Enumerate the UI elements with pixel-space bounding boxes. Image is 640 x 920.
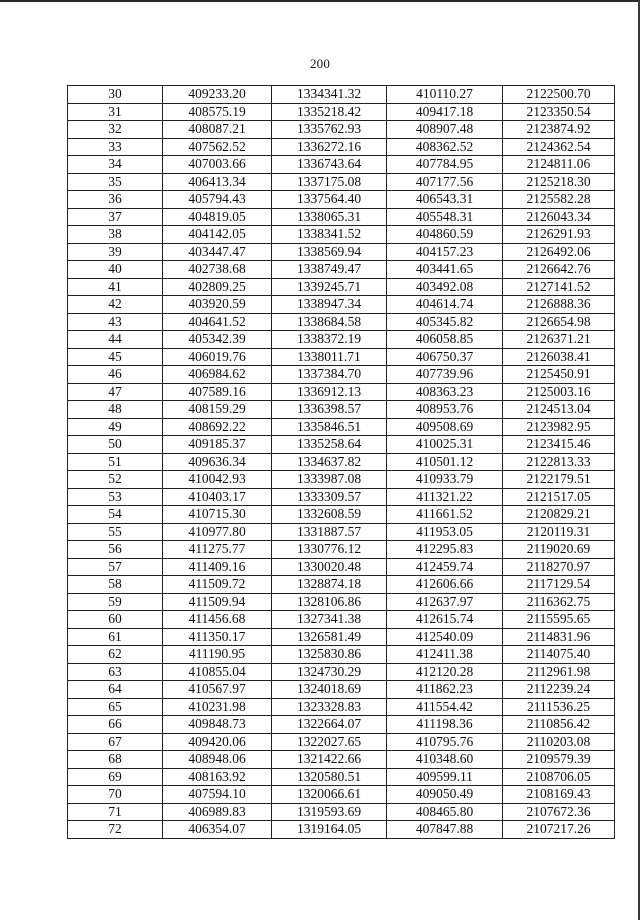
x2-coordinate-cell: 405548.31: [387, 208, 503, 226]
x1-coordinate-cell: 406354.07: [163, 821, 272, 839]
point-number-cell: 48: [68, 401, 163, 419]
x1-coordinate-cell: 409848.73: [163, 716, 272, 734]
y2-coordinate-cell: 2107672.36: [503, 803, 615, 821]
y1-coordinate-cell: 1338372.19: [272, 331, 387, 349]
y2-coordinate-cell: 2123350.54: [503, 103, 615, 121]
x2-coordinate-cell: 412637.97: [387, 593, 503, 611]
point-number-cell: 69: [68, 768, 163, 786]
x2-coordinate-cell: 410795.76: [387, 733, 503, 751]
y2-coordinate-cell: 2126654.98: [503, 313, 615, 331]
table-row: [68, 383, 615, 401]
y1-coordinate-cell: 1320580.51: [272, 768, 387, 786]
table-row: [68, 156, 615, 174]
x2-coordinate-cell: 409417.18: [387, 103, 503, 121]
y1-coordinate-cell: 1327341.38: [272, 611, 387, 629]
x1-coordinate-cell: 411350.17: [163, 628, 272, 646]
y2-coordinate-cell: 2114075.40: [503, 646, 615, 664]
x1-coordinate-cell: 403920.59: [163, 296, 272, 314]
y1-coordinate-cell: 1324730.29: [272, 663, 387, 681]
x1-coordinate-cell: 411275.77: [163, 541, 272, 559]
point-number-cell: 46: [68, 366, 163, 384]
x2-coordinate-cell: 405345.82: [387, 313, 503, 331]
y1-coordinate-cell: 1335762.93: [272, 121, 387, 139]
table-row: [68, 506, 615, 524]
table-row: [68, 628, 615, 646]
y2-coordinate-cell: 2122500.70: [503, 86, 615, 104]
page-number: 200: [309, 56, 331, 71]
table-row: [68, 803, 615, 821]
table-row: [68, 138, 615, 156]
y2-coordinate-cell: 2119020.69: [503, 541, 615, 559]
table-row: [68, 436, 615, 454]
x1-coordinate-cell: 407003.66: [163, 156, 272, 174]
y2-coordinate-cell: 2120119.31: [503, 523, 615, 541]
x1-coordinate-cell: 408159.29: [163, 401, 272, 419]
x1-coordinate-cell: 409420.06: [163, 733, 272, 751]
y2-coordinate-cell: 2120829.21: [503, 506, 615, 524]
y1-coordinate-cell: 1338341.52: [272, 226, 387, 244]
x1-coordinate-cell: 407589.16: [163, 383, 272, 401]
point-number-cell: 60: [68, 611, 163, 629]
y2-coordinate-cell: 2126038.41: [503, 348, 615, 366]
y1-coordinate-cell: 1338011.71: [272, 348, 387, 366]
y1-coordinate-cell: 1338684.58: [272, 313, 387, 331]
point-number-cell: 53: [68, 488, 163, 506]
y2-coordinate-cell: 2126888.36: [503, 296, 615, 314]
x2-coordinate-cell: 411862.23: [387, 681, 503, 699]
point-number-cell: 71: [68, 803, 163, 821]
table-row: [68, 471, 615, 489]
y2-coordinate-cell: 2114831.96: [503, 628, 615, 646]
y1-coordinate-cell: 1337175.08: [272, 173, 387, 191]
x2-coordinate-cell: 403492.08: [387, 278, 503, 296]
x1-coordinate-cell: 405342.39: [163, 331, 272, 349]
x2-coordinate-cell: 409599.11: [387, 768, 503, 786]
x1-coordinate-cell: 410715.30: [163, 506, 272, 524]
point-number-cell: 54: [68, 506, 163, 524]
x2-coordinate-cell: 408362.52: [387, 138, 503, 156]
y1-coordinate-cell: 1338947.34: [272, 296, 387, 314]
y2-coordinate-cell: 2123874.92: [503, 121, 615, 139]
y1-coordinate-cell: 1319593.69: [272, 803, 387, 821]
x1-coordinate-cell: 411509.72: [163, 576, 272, 594]
x2-coordinate-cell: 412295.83: [387, 541, 503, 559]
table-row: [68, 348, 615, 366]
y1-coordinate-cell: 1336398.57: [272, 401, 387, 419]
point-number-cell: 49: [68, 418, 163, 436]
x1-coordinate-cell: 408087.21: [163, 121, 272, 139]
x2-coordinate-cell: 410348.60: [387, 751, 503, 769]
point-number-cell: 52: [68, 471, 163, 489]
table-row: [68, 663, 615, 681]
y1-coordinate-cell: 1337564.40: [272, 191, 387, 209]
point-number-cell: 40: [68, 261, 163, 279]
x1-coordinate-cell: 410855.04: [163, 663, 272, 681]
y1-coordinate-cell: 1336912.13: [272, 383, 387, 401]
y2-coordinate-cell: 2124362.54: [503, 138, 615, 156]
y2-coordinate-cell: 2108706.05: [503, 768, 615, 786]
table-row: [68, 698, 615, 716]
table-row: [68, 611, 615, 629]
x2-coordinate-cell: 409508.69: [387, 418, 503, 436]
x1-coordinate-cell: 406019.76: [163, 348, 272, 366]
table-row: [68, 243, 615, 261]
y2-coordinate-cell: 2116362.75: [503, 593, 615, 611]
x1-coordinate-cell: 407562.52: [163, 138, 272, 156]
y1-coordinate-cell: 1335218.42: [272, 103, 387, 121]
table-row: [68, 313, 615, 331]
x1-coordinate-cell: 402809.25: [163, 278, 272, 296]
y1-coordinate-cell: 1322027.65: [272, 733, 387, 751]
y2-coordinate-cell: 2125003.16: [503, 383, 615, 401]
coordinates-table-container: [67, 85, 614, 839]
x2-coordinate-cell: 404860.59: [387, 226, 503, 244]
table-row: [68, 768, 615, 786]
table-row: [68, 733, 615, 751]
x2-coordinate-cell: 410501.12: [387, 453, 503, 471]
x1-coordinate-cell: 408948.06: [163, 751, 272, 769]
x2-coordinate-cell: 408363.23: [387, 383, 503, 401]
table-row: [68, 86, 615, 104]
y1-coordinate-cell: 1330020.48: [272, 558, 387, 576]
point-number-cell: 62: [68, 646, 163, 664]
x1-coordinate-cell: 410403.17: [163, 488, 272, 506]
y1-coordinate-cell: 1320066.61: [272, 786, 387, 804]
y2-coordinate-cell: 2108169.43: [503, 786, 615, 804]
table-row: [68, 191, 615, 209]
table-row: [68, 418, 615, 436]
point-number-cell: 44: [68, 331, 163, 349]
y1-coordinate-cell: 1322664.07: [272, 716, 387, 734]
x2-coordinate-cell: 408465.80: [387, 803, 503, 821]
point-number-cell: 66: [68, 716, 163, 734]
x1-coordinate-cell: 411509.94: [163, 593, 272, 611]
y1-coordinate-cell: 1326581.49: [272, 628, 387, 646]
y2-coordinate-cell: 2125582.28: [503, 191, 615, 209]
point-number-cell: 37: [68, 208, 163, 226]
y2-coordinate-cell: 2121517.05: [503, 488, 615, 506]
y1-coordinate-cell: 1335258.64: [272, 436, 387, 454]
table-row: [68, 366, 615, 384]
table-row: [68, 261, 615, 279]
y1-coordinate-cell: 1333309.57: [272, 488, 387, 506]
y1-coordinate-cell: 1332608.59: [272, 506, 387, 524]
x2-coordinate-cell: 410933.79: [387, 471, 503, 489]
x1-coordinate-cell: 409233.20: [163, 86, 272, 104]
point-number-cell: 57: [68, 558, 163, 576]
point-number-cell: 34: [68, 156, 163, 174]
x2-coordinate-cell: 407784.95: [387, 156, 503, 174]
table-row: [68, 646, 615, 664]
coordinates-table-body: [68, 86, 615, 839]
table-row: [68, 401, 615, 419]
y2-coordinate-cell: 2109579.39: [503, 751, 615, 769]
x1-coordinate-cell: 411456.68: [163, 611, 272, 629]
y1-coordinate-cell: 1338569.94: [272, 243, 387, 261]
table-row: [68, 576, 615, 594]
point-number-cell: 65: [68, 698, 163, 716]
y1-coordinate-cell: 1335846.51: [272, 418, 387, 436]
x2-coordinate-cell: 412606.66: [387, 576, 503, 594]
y2-coordinate-cell: 2124811.06: [503, 156, 615, 174]
x2-coordinate-cell: 407739.96: [387, 366, 503, 384]
y2-coordinate-cell: 2125450.91: [503, 366, 615, 384]
y2-coordinate-cell: 2110203.08: [503, 733, 615, 751]
x2-coordinate-cell: 412615.74: [387, 611, 503, 629]
y1-coordinate-cell: 1334341.32: [272, 86, 387, 104]
y2-coordinate-cell: 2126492.06: [503, 243, 615, 261]
point-number-cell: 47: [68, 383, 163, 401]
point-number-cell: 58: [68, 576, 163, 594]
y1-coordinate-cell: 1321422.66: [272, 751, 387, 769]
x2-coordinate-cell: 409050.49: [387, 786, 503, 804]
x1-coordinate-cell: 404641.52: [163, 313, 272, 331]
table-row: [68, 821, 615, 839]
y1-coordinate-cell: 1336743.64: [272, 156, 387, 174]
table-row: [68, 103, 615, 121]
point-number-cell: 50: [68, 436, 163, 454]
point-number-cell: 36: [68, 191, 163, 209]
y1-coordinate-cell: 1336272.16: [272, 138, 387, 156]
x1-coordinate-cell: 408163.92: [163, 768, 272, 786]
table-row: [68, 751, 615, 769]
point-number-cell: 64: [68, 681, 163, 699]
x2-coordinate-cell: 410110.27: [387, 86, 503, 104]
point-number-cell: 31: [68, 103, 163, 121]
point-number-cell: 72: [68, 821, 163, 839]
table-row: [68, 786, 615, 804]
x2-coordinate-cell: 408953.76: [387, 401, 503, 419]
x2-coordinate-cell: 407177.56: [387, 173, 503, 191]
x2-coordinate-cell: 406058.85: [387, 331, 503, 349]
x1-coordinate-cell: 409185.37: [163, 436, 272, 454]
y2-coordinate-cell: 2110856.42: [503, 716, 615, 734]
table-row: [68, 523, 615, 541]
point-number-cell: 33: [68, 138, 163, 156]
y2-coordinate-cell: 2122813.33: [503, 453, 615, 471]
y2-coordinate-cell: 2126371.21: [503, 331, 615, 349]
point-number-cell: 59: [68, 593, 163, 611]
x2-coordinate-cell: 403441.65: [387, 261, 503, 279]
x1-coordinate-cell: 410567.97: [163, 681, 272, 699]
y2-coordinate-cell: 2123415.46: [503, 436, 615, 454]
point-number-cell: 35: [68, 173, 163, 191]
x1-coordinate-cell: 406413.34: [163, 173, 272, 191]
x1-coordinate-cell: 410977.80: [163, 523, 272, 541]
x1-coordinate-cell: 402738.68: [163, 261, 272, 279]
y1-coordinate-cell: 1334637.82: [272, 453, 387, 471]
y1-coordinate-cell: 1328106.86: [272, 593, 387, 611]
x2-coordinate-cell: 411661.52: [387, 506, 503, 524]
y1-coordinate-cell: 1323328.83: [272, 698, 387, 716]
x2-coordinate-cell: 411554.42: [387, 698, 503, 716]
x1-coordinate-cell: 404142.05: [163, 226, 272, 244]
x1-coordinate-cell: 411190.95: [163, 646, 272, 664]
table-row: [68, 593, 615, 611]
y2-coordinate-cell: 2124513.04: [503, 401, 615, 419]
y2-coordinate-cell: 2112239.24: [503, 681, 615, 699]
x2-coordinate-cell: 406543.31: [387, 191, 503, 209]
table-row: [68, 681, 615, 699]
y1-coordinate-cell: 1325830.86: [272, 646, 387, 664]
y2-coordinate-cell: 2126642.76: [503, 261, 615, 279]
table-row: [68, 488, 615, 506]
point-number-cell: 32: [68, 121, 163, 139]
point-number-cell: 51: [68, 453, 163, 471]
point-number-cell: 61: [68, 628, 163, 646]
table-row: [68, 453, 615, 471]
y2-coordinate-cell: 2125218.30: [503, 173, 615, 191]
y1-coordinate-cell: 1324018.69: [272, 681, 387, 699]
y1-coordinate-cell: 1333987.08: [272, 471, 387, 489]
x2-coordinate-cell: 406750.37: [387, 348, 503, 366]
y1-coordinate-cell: 1330776.12: [272, 541, 387, 559]
x1-coordinate-cell: 404819.05: [163, 208, 272, 226]
scan-edge-top: [0, 0, 640, 2]
x2-coordinate-cell: 407847.88: [387, 821, 503, 839]
point-number-cell: 38: [68, 226, 163, 244]
table-row: [68, 296, 615, 314]
x2-coordinate-cell: 411198.36: [387, 716, 503, 734]
table-row: [68, 541, 615, 559]
x1-coordinate-cell: 406989.83: [163, 803, 272, 821]
point-number-cell: 30: [68, 86, 163, 104]
table-row: [68, 278, 615, 296]
y1-coordinate-cell: 1337384.70: [272, 366, 387, 384]
y2-coordinate-cell: 2118270.97: [503, 558, 615, 576]
table-row: [68, 558, 615, 576]
point-number-cell: 55: [68, 523, 163, 541]
table-row: [68, 173, 615, 191]
x2-coordinate-cell: 411321.22: [387, 488, 503, 506]
point-number-cell: 68: [68, 751, 163, 769]
point-number-cell: 63: [68, 663, 163, 681]
point-number-cell: 56: [68, 541, 163, 559]
x2-coordinate-cell: 412540.09: [387, 628, 503, 646]
x1-coordinate-cell: 405794.43: [163, 191, 272, 209]
point-number-cell: 45: [68, 348, 163, 366]
y1-coordinate-cell: 1328874.18: [272, 576, 387, 594]
x1-coordinate-cell: 410042.93: [163, 471, 272, 489]
table-row: [68, 331, 615, 349]
x1-coordinate-cell: 403447.47: [163, 243, 272, 261]
table-row: [68, 226, 615, 244]
point-number-cell: 67: [68, 733, 163, 751]
x2-coordinate-cell: 404614.74: [387, 296, 503, 314]
y1-coordinate-cell: 1338749.47: [272, 261, 387, 279]
y1-coordinate-cell: 1331887.57: [272, 523, 387, 541]
x1-coordinate-cell: 407594.10: [163, 786, 272, 804]
y1-coordinate-cell: 1319164.05: [272, 821, 387, 839]
point-number-cell: 70: [68, 786, 163, 804]
point-number-cell: 43: [68, 313, 163, 331]
x2-coordinate-cell: 410025.31: [387, 436, 503, 454]
y2-coordinate-cell: 2126291.93: [503, 226, 615, 244]
table-row: [68, 121, 615, 139]
point-number-cell: 41: [68, 278, 163, 296]
x1-coordinate-cell: 408692.22: [163, 418, 272, 436]
y2-coordinate-cell: 2126043.34: [503, 208, 615, 226]
y1-coordinate-cell: 1339245.71: [272, 278, 387, 296]
y2-coordinate-cell: 2112961.98: [503, 663, 615, 681]
x2-coordinate-cell: 412120.28: [387, 663, 503, 681]
x1-coordinate-cell: 410231.98: [163, 698, 272, 716]
x1-coordinate-cell: 406984.62: [163, 366, 272, 384]
y2-coordinate-cell: 2115595.65: [503, 611, 615, 629]
y1-coordinate-cell: 1338065.31: [272, 208, 387, 226]
x1-coordinate-cell: 409636.34: [163, 453, 272, 471]
point-number-cell: 39: [68, 243, 163, 261]
y2-coordinate-cell: 2122179.51: [503, 471, 615, 489]
y2-coordinate-cell: 2117129.54: [503, 576, 615, 594]
y2-coordinate-cell: 2107217.26: [503, 821, 615, 839]
x1-coordinate-cell: 408575.19: [163, 103, 272, 121]
table-row: [68, 716, 615, 734]
x2-coordinate-cell: 404157.23: [387, 243, 503, 261]
y2-coordinate-cell: 2123982.95: [503, 418, 615, 436]
x2-coordinate-cell: 411953.05: [387, 523, 503, 541]
y2-coordinate-cell: 2111536.25: [503, 698, 615, 716]
y2-coordinate-cell: 2127141.52: [503, 278, 615, 296]
point-number-cell: 42: [68, 296, 163, 314]
coordinates-table: [67, 85, 615, 839]
table-row: [68, 208, 615, 226]
x1-coordinate-cell: 411409.16: [163, 558, 272, 576]
x2-coordinate-cell: 412459.74: [387, 558, 503, 576]
x2-coordinate-cell: 408907.48: [387, 121, 503, 139]
x2-coordinate-cell: 412411.38: [387, 646, 503, 664]
